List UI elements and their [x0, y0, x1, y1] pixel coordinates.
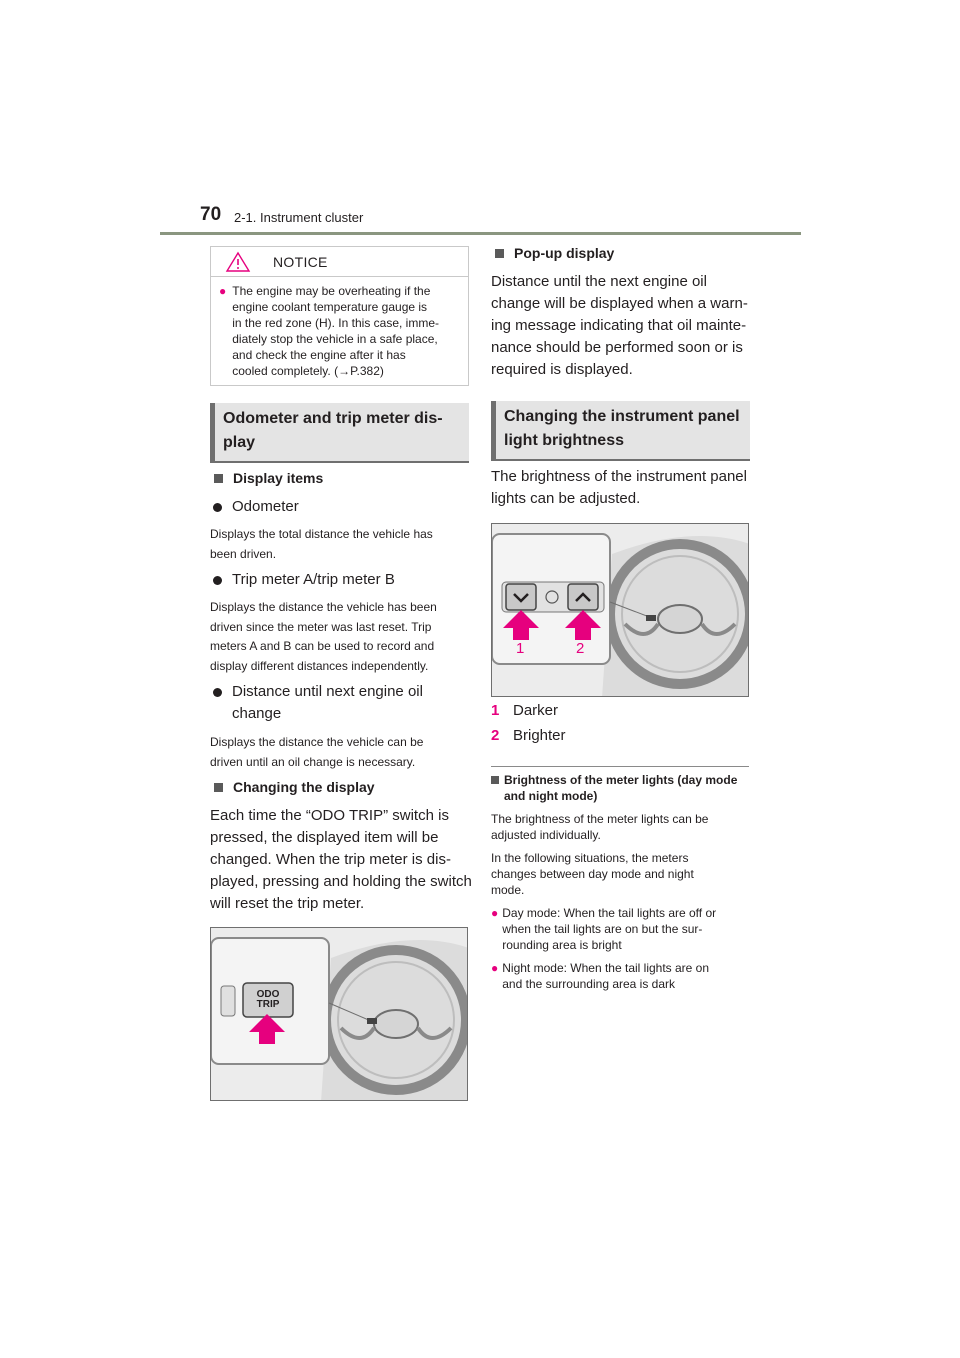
popup-display-text: [491, 271, 753, 381]
info-box-rule: [491, 766, 749, 767]
notice-line: in the red zone (H). In this case, imme-: [232, 316, 439, 330]
warning-triangle-icon: [225, 251, 251, 273]
body-line: will reset the trip meter.: [210, 895, 365, 912]
square-bullet-icon: [214, 783, 223, 792]
bullet-line: when the tail lights are on but the sur-: [502, 922, 703, 936]
body-line: Each time the “ODO TRIP” switch is: [210, 807, 449, 824]
notice-line: engine coolant temperature gauge is: [232, 300, 428, 314]
notice-line: The engine may be overheating if the: [232, 284, 431, 298]
odo-trip-illustration: [210, 927, 468, 1101]
steering-wheel-illustration: [211, 928, 468, 1101]
brightness-illustration: [491, 523, 749, 697]
info-box-heading: [491, 772, 753, 804]
square-bullet-icon: [495, 249, 504, 258]
section-title: 2-1. Instrument cluster: [234, 210, 364, 225]
bullet-icon: [213, 576, 222, 585]
figure-label-1: 1: [516, 640, 525, 657]
info-bullet-day-mode: [491, 905, 749, 953]
item-title: Trip meter A/trip meter B: [232, 571, 395, 588]
figure-label-2: 2: [576, 640, 585, 657]
notice-box: [210, 246, 469, 386]
para-line: In the following situations, the meters: [491, 851, 689, 865]
desc-line: display different distances independently.: [210, 658, 429, 673]
notice-body: [211, 277, 468, 379]
heading-line: Odometer and trip meter dis-: [223, 410, 443, 427]
para-line: mode.: [491, 883, 525, 897]
section-heading-odometer: [210, 403, 469, 463]
numbered-item-brighter: [491, 727, 566, 744]
notice-title: NOTICE: [273, 253, 328, 270]
notice-line: diately stop the vehicle in a safe place,: [232, 332, 438, 346]
button-label-line: TRIP: [256, 999, 280, 1010]
header-rule: [160, 232, 801, 235]
item-odometer: [210, 496, 299, 518]
item-title: Odometer: [232, 498, 299, 515]
item-description: [210, 733, 423, 772]
desc-line: Displays the distance the vehicle can be: [210, 735, 424, 749]
body-line: nance should be performed soon or is: [491, 339, 743, 356]
numbered-item-darker: [491, 702, 558, 719]
item-label: Darker: [513, 702, 559, 719]
para-line: adjusted individually.: [491, 828, 601, 842]
info-paragraph-2: [491, 850, 749, 898]
odo-trip-button-label: [243, 990, 293, 1010]
item-number: 2: [491, 727, 500, 744]
item-title: Distance until next engine oil: [232, 683, 423, 700]
item-title: change: [232, 705, 282, 722]
item-description: [210, 598, 437, 676]
desc-line: driven since the meter was last reset. Trip: [210, 619, 432, 634]
bullet-icon: [213, 503, 222, 512]
bullet-icon: ●: [491, 961, 499, 975]
button-label-line: ODO: [256, 989, 280, 1000]
subheading-changing-display: [214, 779, 375, 795]
bullet-icon: [213, 688, 222, 697]
heading-line: and night mode): [504, 789, 598, 803]
section-heading-brightness: [491, 401, 750, 461]
bullet-line: and the surrounding area is dark: [502, 977, 676, 991]
heading-line: Changing the instrument panel: [504, 408, 740, 425]
bullet-icon: ●: [491, 906, 499, 920]
heading-line: Brightness of the meter lights (day mode: [504, 773, 738, 787]
steering-wheel-illustration: [492, 524, 749, 697]
subheading-text: Changing the display: [233, 779, 375, 795]
body-line: lights can be adjusted.: [491, 490, 641, 507]
para-line: changes between day mode and night: [491, 867, 694, 881]
body-line: required is displayed.: [491, 361, 633, 378]
body-line: The brightness of the instrument panel: [491, 468, 747, 485]
desc-line: Displays the distance the vehicle has been: [210, 600, 437, 614]
notice-line: cooled completely. (→P.382): [232, 364, 384, 378]
item-trip-meter: [210, 569, 395, 591]
body-line: Distance until the next engine oil: [491, 273, 707, 290]
desc-line: driven until an oil change is necessary.: [210, 754, 416, 769]
body-line: pressed, the displayed item will be: [210, 829, 439, 846]
bullet-line: rounding area is bright: [502, 938, 622, 952]
body-line: changed. When the trip meter is dis-: [210, 851, 451, 868]
item-oil-change: [210, 681, 423, 725]
square-bullet-icon: [214, 474, 223, 483]
bullet-line: Day mode: When the tail lights are off or: [502, 906, 717, 920]
item-label: Brighter: [513, 727, 566, 744]
desc-line: meters A and B can be used to record and: [210, 639, 435, 653]
bullet-line: Night mode: When the tail lights are on: [502, 961, 710, 975]
item-number: 1: [491, 702, 500, 719]
body-line: ing message indicating that oil mainte-: [491, 317, 747, 334]
heading-line: light brightness: [504, 432, 624, 449]
brightness-intro: [491, 466, 753, 510]
info-paragraph-1: [491, 811, 749, 843]
notice-line: and check the engine after it has: [232, 348, 406, 362]
heading-line: play: [223, 434, 256, 451]
body-line: change will be displayed when a warn-: [491, 295, 748, 312]
desc-line: been driven.: [210, 546, 277, 561]
square-bullet-icon: [491, 776, 499, 784]
changing-display-text: [210, 805, 472, 915]
info-bullet-night-mode: [491, 960, 749, 992]
bullet-icon: ●: [219, 284, 227, 298]
page-number: 70: [200, 204, 222, 225]
notice-header: [211, 247, 468, 277]
body-line: played, pressing and holding the switch: [210, 873, 472, 890]
para-line: The brightness of the meter lights can be: [491, 812, 709, 826]
item-description: [210, 525, 433, 564]
subheading-popup-display: [495, 245, 614, 261]
desc-line: Displays the total distance the vehicle has: [210, 527, 433, 541]
subheading-text: Pop-up display: [514, 245, 615, 261]
subheading-text: Display items: [233, 470, 324, 486]
subheading-display-items: [214, 470, 323, 486]
